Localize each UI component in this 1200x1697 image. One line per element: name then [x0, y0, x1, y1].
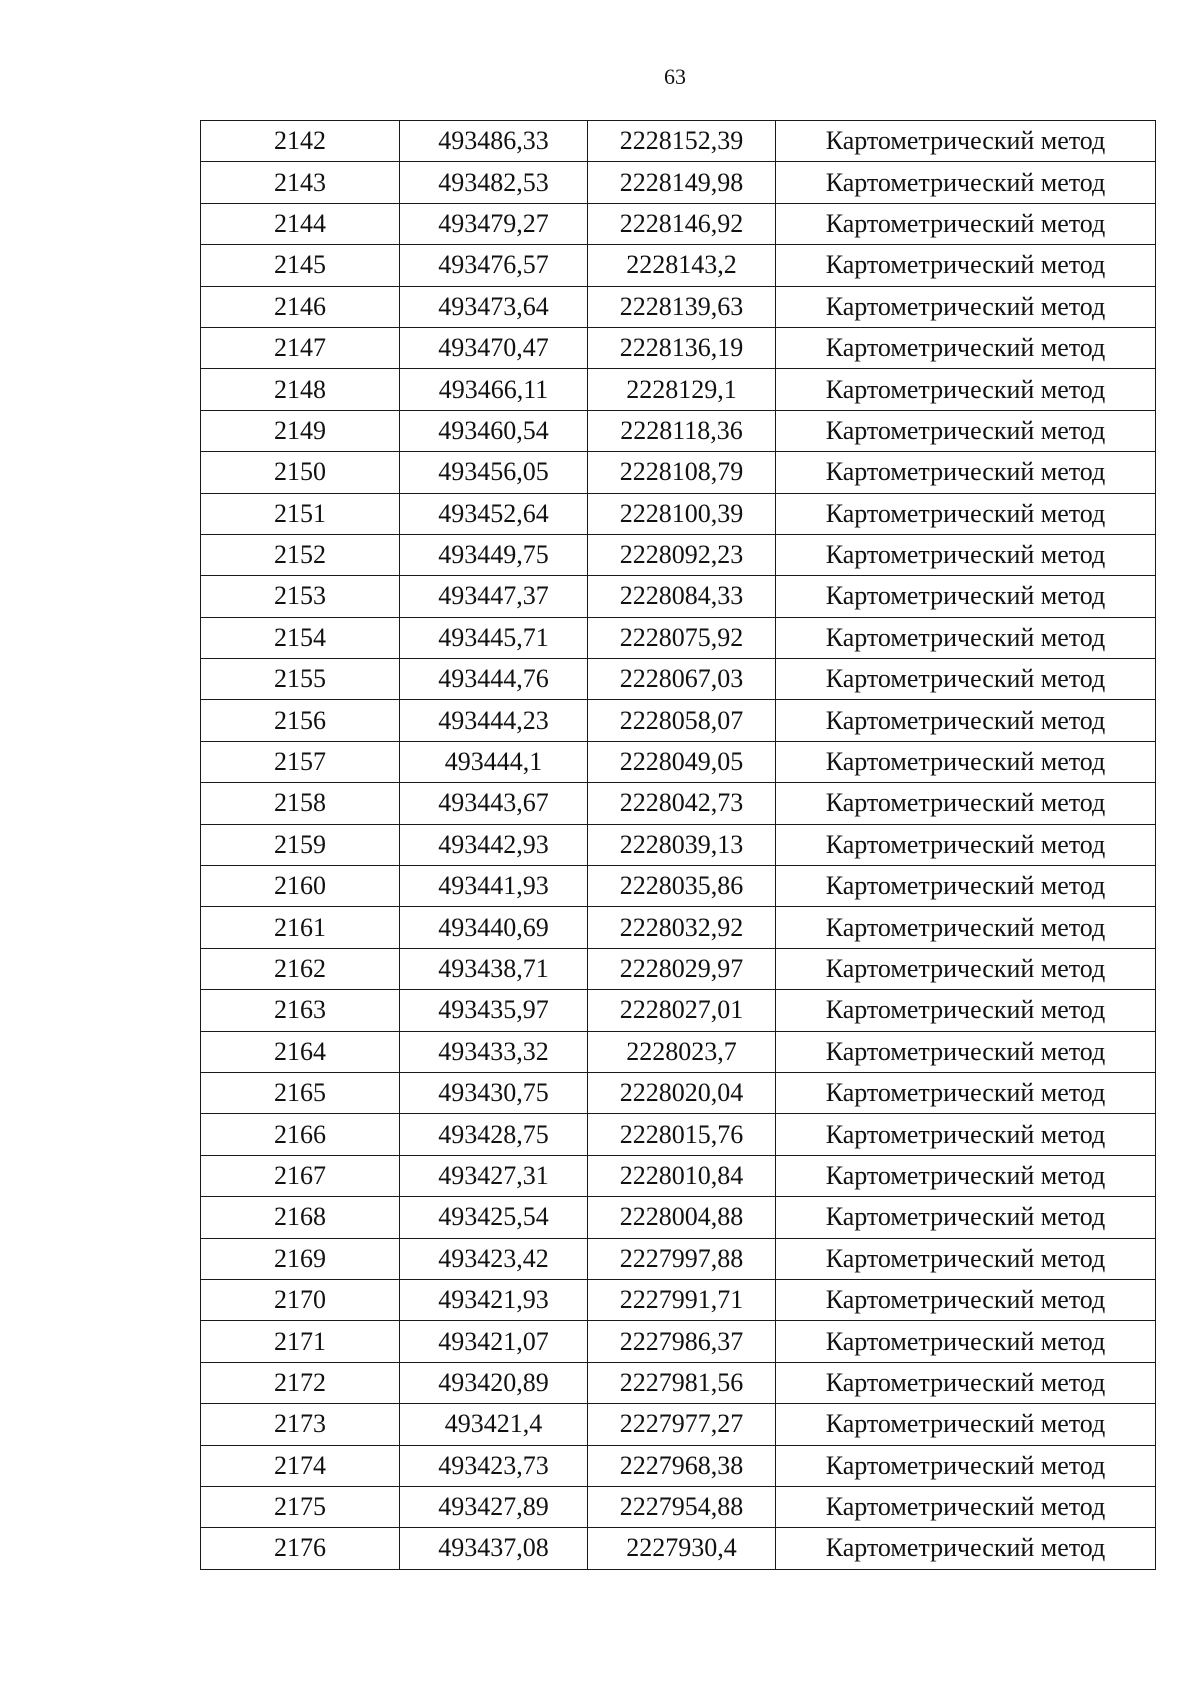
method-cell: Картометрический метод — [776, 1279, 1156, 1320]
method-cell: Картометрический метод — [776, 700, 1156, 741]
method-cell: Картометрический метод — [776, 162, 1156, 203]
method-cell: Картометрический метод — [776, 286, 1156, 327]
point-number-cell: 2162 — [201, 948, 400, 989]
table-row — [201, 659, 1156, 700]
method-cell: Картометрический метод — [776, 1031, 1156, 1072]
x-coordinate-cell: 493476,57 — [400, 245, 588, 286]
y-coordinate-cell: 2228143,2 — [588, 245, 776, 286]
method-cell: Картометрический метод — [776, 1197, 1156, 1238]
y-coordinate-cell: 2228067,03 — [588, 659, 776, 700]
table-row — [201, 1238, 1156, 1279]
table-row — [201, 1197, 1156, 1238]
x-coordinate-cell: 493447,37 — [400, 576, 588, 617]
method-cell: Картометрический метод — [776, 121, 1156, 162]
coordinates-table — [200, 120, 1156, 1570]
y-coordinate-cell: 2227986,37 — [588, 1321, 776, 1362]
x-coordinate-cell: 493437,08 — [400, 1528, 588, 1569]
table-row — [201, 1031, 1156, 1072]
y-coordinate-cell: 2228004,88 — [588, 1197, 776, 1238]
point-number-cell: 2174 — [201, 1445, 400, 1486]
y-coordinate-cell: 2228015,76 — [588, 1114, 776, 1155]
y-coordinate-cell: 2228023,7 — [588, 1031, 776, 1072]
table-row — [201, 286, 1156, 327]
y-coordinate-cell: 2228129,1 — [588, 369, 776, 410]
point-number-cell: 2158 — [201, 783, 400, 824]
x-coordinate-cell: 493442,93 — [400, 824, 588, 865]
x-coordinate-cell: 493421,4 — [400, 1404, 588, 1445]
point-number-cell: 2165 — [201, 1072, 400, 1113]
table-row — [201, 990, 1156, 1031]
x-coordinate-cell: 493482,53 — [400, 162, 588, 203]
table-row — [201, 121, 1156, 162]
method-cell: Картометрический метод — [776, 493, 1156, 534]
point-number-cell: 2159 — [201, 824, 400, 865]
point-number-cell: 2169 — [201, 1238, 400, 1279]
x-coordinate-cell: 493441,93 — [400, 866, 588, 907]
table-row — [201, 452, 1156, 493]
point-number-cell: 2152 — [201, 534, 400, 575]
table-row — [201, 617, 1156, 658]
point-number-cell: 2145 — [201, 245, 400, 286]
method-cell: Картометрический метод — [776, 907, 1156, 948]
method-cell: Картометрический метод — [776, 534, 1156, 575]
table-row — [201, 493, 1156, 534]
table-row — [201, 700, 1156, 741]
y-coordinate-cell: 2228146,92 — [588, 203, 776, 244]
coordinates-table-body — [201, 121, 1156, 1570]
x-coordinate-cell: 493473,64 — [400, 286, 588, 327]
table-row — [201, 783, 1156, 824]
y-coordinate-cell: 2228029,97 — [588, 948, 776, 989]
x-coordinate-cell: 493452,64 — [400, 493, 588, 534]
table-row — [201, 1404, 1156, 1445]
x-coordinate-cell: 493435,97 — [400, 990, 588, 1031]
x-coordinate-cell: 493421,07 — [400, 1321, 588, 1362]
table-row — [201, 866, 1156, 907]
y-coordinate-cell: 2228032,92 — [588, 907, 776, 948]
point-number-cell: 2166 — [201, 1114, 400, 1155]
x-coordinate-cell: 493479,27 — [400, 203, 588, 244]
table-row — [201, 1279, 1156, 1320]
x-coordinate-cell: 493423,42 — [400, 1238, 588, 1279]
point-number-cell: 2157 — [201, 741, 400, 782]
method-cell: Картометрический метод — [776, 452, 1156, 493]
x-coordinate-cell: 493433,32 — [400, 1031, 588, 1072]
table-row — [201, 534, 1156, 575]
method-cell: Картометрический метод — [776, 948, 1156, 989]
x-coordinate-cell: 493444,1 — [400, 741, 588, 782]
table-row — [201, 1528, 1156, 1569]
table-row — [201, 1362, 1156, 1403]
x-coordinate-cell: 493449,75 — [400, 534, 588, 575]
point-number-cell: 2163 — [201, 990, 400, 1031]
y-coordinate-cell: 2228035,86 — [588, 866, 776, 907]
y-coordinate-cell: 2228152,39 — [588, 121, 776, 162]
method-cell: Картометрический метод — [776, 783, 1156, 824]
y-coordinate-cell: 2228136,19 — [588, 327, 776, 368]
point-number-cell: 2156 — [201, 700, 400, 741]
point-number-cell: 2170 — [201, 1279, 400, 1320]
table-row — [201, 369, 1156, 410]
x-coordinate-cell: 493421,93 — [400, 1279, 588, 1320]
method-cell: Картометрический метод — [776, 866, 1156, 907]
point-number-cell: 2151 — [201, 493, 400, 534]
x-coordinate-cell: 493438,71 — [400, 948, 588, 989]
x-coordinate-cell: 493430,75 — [400, 1072, 588, 1113]
table-row — [201, 741, 1156, 782]
point-number-cell: 2154 — [201, 617, 400, 658]
y-coordinate-cell: 2228108,79 — [588, 452, 776, 493]
point-number-cell: 2150 — [201, 452, 400, 493]
point-number-cell: 2175 — [201, 1486, 400, 1527]
point-number-cell: 2171 — [201, 1321, 400, 1362]
x-coordinate-cell: 493427,89 — [400, 1486, 588, 1527]
table-row — [201, 203, 1156, 244]
method-cell: Картометрический метод — [776, 1114, 1156, 1155]
x-coordinate-cell: 493427,31 — [400, 1155, 588, 1196]
point-number-cell: 2173 — [201, 1404, 400, 1445]
y-coordinate-cell: 2227968,38 — [588, 1445, 776, 1486]
y-coordinate-cell: 2227977,27 — [588, 1404, 776, 1445]
table-row — [201, 245, 1156, 286]
method-cell: Картометрический метод — [776, 410, 1156, 451]
x-coordinate-cell: 493423,73 — [400, 1445, 588, 1486]
table-row — [201, 948, 1156, 989]
method-cell: Картометрический метод — [776, 990, 1156, 1031]
table-row — [201, 327, 1156, 368]
y-coordinate-cell: 2228139,63 — [588, 286, 776, 327]
x-coordinate-cell: 493470,47 — [400, 327, 588, 368]
table-row — [201, 576, 1156, 617]
method-cell: Картометрический метод — [776, 824, 1156, 865]
point-number-cell: 2146 — [201, 286, 400, 327]
method-cell: Картометрический метод — [776, 659, 1156, 700]
x-coordinate-cell: 493444,23 — [400, 700, 588, 741]
method-cell: Картометрический метод — [776, 1528, 1156, 1569]
y-coordinate-cell: 2228027,01 — [588, 990, 776, 1031]
point-number-cell: 2143 — [201, 162, 400, 203]
method-cell: Картометрический метод — [776, 1404, 1156, 1445]
method-cell: Картометрический метод — [776, 1445, 1156, 1486]
x-coordinate-cell: 493444,76 — [400, 659, 588, 700]
point-number-cell: 2144 — [201, 203, 400, 244]
y-coordinate-cell: 2227981,56 — [588, 1362, 776, 1403]
point-number-cell: 2161 — [201, 907, 400, 948]
method-cell: Картометрический метод — [776, 369, 1156, 410]
x-coordinate-cell: 493420,89 — [400, 1362, 588, 1403]
x-coordinate-cell: 493456,05 — [400, 452, 588, 493]
table-row — [201, 1445, 1156, 1486]
method-cell: Картометрический метод — [776, 1362, 1156, 1403]
x-coordinate-cell: 493445,71 — [400, 617, 588, 658]
table-row — [201, 1155, 1156, 1196]
table-row — [201, 1114, 1156, 1155]
y-coordinate-cell: 2227930,4 — [588, 1528, 776, 1569]
x-coordinate-cell: 493486,33 — [400, 121, 588, 162]
y-coordinate-cell: 2227954,88 — [588, 1486, 776, 1527]
method-cell: Картометрический метод — [776, 741, 1156, 782]
x-coordinate-cell: 493428,75 — [400, 1114, 588, 1155]
y-coordinate-cell: 2228149,98 — [588, 162, 776, 203]
x-coordinate-cell: 493443,67 — [400, 783, 588, 824]
point-number-cell: 2172 — [201, 1362, 400, 1403]
y-coordinate-cell: 2228118,36 — [588, 410, 776, 451]
table-row — [201, 907, 1156, 948]
method-cell: Картометрический метод — [776, 1238, 1156, 1279]
table-row — [201, 162, 1156, 203]
method-cell: Картометрический метод — [776, 1072, 1156, 1113]
y-coordinate-cell: 2228020,04 — [588, 1072, 776, 1113]
point-number-cell: 2153 — [201, 576, 400, 617]
method-cell: Картометрический метод — [776, 576, 1156, 617]
method-cell: Картометрический метод — [776, 203, 1156, 244]
method-cell: Картометрический метод — [776, 245, 1156, 286]
method-cell: Картометрический метод — [776, 327, 1156, 368]
table-row — [201, 1486, 1156, 1527]
method-cell: Картометрический метод — [776, 617, 1156, 658]
point-number-cell: 2167 — [201, 1155, 400, 1196]
table-row — [201, 1321, 1156, 1362]
method-cell: Картометрический метод — [776, 1321, 1156, 1362]
x-coordinate-cell: 493466,11 — [400, 369, 588, 410]
y-coordinate-cell: 2228100,39 — [588, 493, 776, 534]
point-number-cell: 2168 — [201, 1197, 400, 1238]
x-coordinate-cell: 493460,54 — [400, 410, 588, 451]
y-coordinate-cell: 2227997,88 — [588, 1238, 776, 1279]
y-coordinate-cell: 2228058,07 — [588, 700, 776, 741]
method-cell: Картометрический метод — [776, 1486, 1156, 1527]
y-coordinate-cell: 2228042,73 — [588, 783, 776, 824]
table-row — [201, 824, 1156, 865]
point-number-cell: 2155 — [201, 659, 400, 700]
y-coordinate-cell: 2228010,84 — [588, 1155, 776, 1196]
table-row — [201, 1072, 1156, 1113]
table-row — [201, 410, 1156, 451]
point-number-cell: 2149 — [201, 410, 400, 451]
y-coordinate-cell: 2228049,05 — [588, 741, 776, 782]
point-number-cell: 2176 — [201, 1528, 400, 1569]
page-number: 63 — [664, 64, 686, 89]
y-coordinate-cell: 2228084,33 — [588, 576, 776, 617]
y-coordinate-cell: 2227991,71 — [588, 1279, 776, 1320]
point-number-cell: 2142 — [201, 121, 400, 162]
y-coordinate-cell: 2228075,92 — [588, 617, 776, 658]
point-number-cell: 2160 — [201, 866, 400, 907]
point-number-cell: 2164 — [201, 1031, 400, 1072]
point-number-cell: 2148 — [201, 369, 400, 410]
method-cell: Картометрический метод — [776, 1155, 1156, 1196]
x-coordinate-cell: 493440,69 — [400, 907, 588, 948]
point-number-cell: 2147 — [201, 327, 400, 368]
y-coordinate-cell: 2228039,13 — [588, 824, 776, 865]
x-coordinate-cell: 493425,54 — [400, 1197, 588, 1238]
y-coordinate-cell: 2228092,23 — [588, 534, 776, 575]
